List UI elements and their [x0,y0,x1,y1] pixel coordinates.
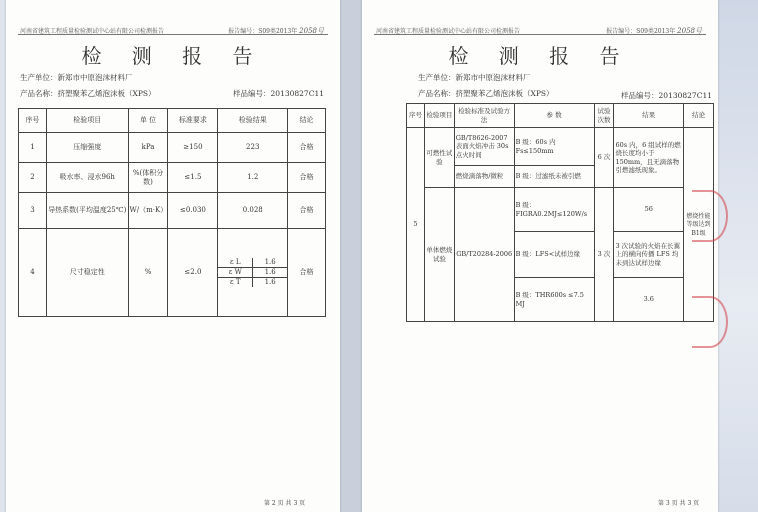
col-header: 标准要求 [168,109,218,133]
cell-conclusion: 合格 [288,163,326,193]
product-name: 产品名称：挤塑聚苯乙烯泡沫板（XPS） [418,89,554,98]
sub-label: ε T [218,277,252,286]
dimensional-stability-subtable [218,258,287,286]
sample-number: 样品编号：20130827C11 [621,91,712,100]
cell-conclusion: 合格 [288,229,326,317]
cell-parameter: B 级：LFS<试样边缘 [514,232,594,278]
cell-result: 60s 内，6 组试样的燃烧长度均小于 150mm，且无滴落物引燃滤纸现象。 [614,128,684,188]
col-header: 结论 [684,104,714,128]
red-seal-stamp [692,190,728,242]
table-row [19,163,326,193]
col-header: 结论 [288,109,326,133]
cell-item: 单体燃烧试验 [424,188,454,322]
cell-requirement: ≤2.0 [168,229,218,317]
cell-item: 导热系数(平均温度25℃) [46,193,128,229]
col-header: 序号 [19,109,47,133]
table-row [19,133,326,163]
sub-value: 1.6 [253,268,287,278]
cell-item: 吸水率、浸水96h [46,163,128,193]
page-title: 检 测 报 告 [448,44,632,68]
handwritten-number: 2058号 [677,27,702,35]
cell-result: 3.6 [614,278,684,322]
col-header: 检验项目 [424,104,454,128]
cell-parameter: B 级：FIGRA0.2MJ≤120W/s [514,188,594,232]
table-row [19,193,326,229]
cell-result: 1.2 [218,163,288,193]
page-header-report-no: 报告编号：S09类2013年 2058号 [606,27,702,35]
red-seal-stamp [692,296,728,348]
cell-no: 5 [407,128,425,322]
col-header: 结果 [614,104,684,128]
col-header: 试验次数 [594,104,614,128]
cell-conclusion: 合格 [288,193,326,229]
table-row [19,229,326,317]
cell-result: 3 次试验的火焰在长翼上的横向传播 LFS 均未到达试样边缘 [614,232,684,278]
test-results-table [18,108,326,317]
sub-label: ε L [218,258,252,267]
cell-count: 3 次 [594,188,614,322]
cell-parameter: B 级：60s 内 Fs≤150mm [514,128,594,166]
header-rule [374,34,706,35]
cell-result-sub [218,229,288,317]
table-row [407,188,714,232]
table-header-row [19,109,326,133]
cell-unit: kPa [128,133,168,163]
sub-value: 1.6 [253,258,287,267]
table-header-row [407,104,714,128]
col-header: 序号 [407,104,425,128]
combustion-test-table [406,103,714,322]
table-row [407,128,714,166]
report-page-3 [362,0,718,512]
cell-requirement: ≤1.5 [168,163,218,193]
cell-conclusion: 合格 [288,133,326,163]
col-header: 单 位 [128,109,168,133]
handwritten-number: 2058号 [299,27,324,35]
background-right [718,0,758,512]
background-gap [340,0,362,512]
col-header: 检验项目 [46,109,128,133]
manufacturer: 生产单位：新郑市中原泡沫材料厂 [418,73,531,82]
cell-parameter: B 级：过滤纸未被引燃 [514,166,594,188]
col-header: 参 数 [514,104,594,128]
cell-item: 尺寸稳定性 [46,229,128,317]
cell-no: 3 [19,193,47,229]
cell-standard: 燃烧滴落物/微粒 [454,166,514,188]
cell-result: 223 [218,133,288,163]
page-header-org: 河南省建筑工程质量检验测试中心站有限公司检测报告 [376,28,521,35]
cell-result: 56 [614,188,684,232]
sample-number: 样品编号：20130827C11 [233,89,324,98]
sub-label: ε W [218,268,252,278]
cell-item: 压缩强度 [46,133,128,163]
product-name: 产品名称：挤塑聚苯乙烯泡沫板（XPS） [20,89,156,98]
cell-unit: % [128,229,168,317]
report-page-2 [6,0,340,512]
col-header: 检验标准及试验方法 [454,104,514,128]
cell-parameter: B 级：THR600s ≤7.5 MJ [514,278,594,322]
page-header-report-no: 报告编号：S09类2013年 2058号 [228,27,324,35]
page-header-org: 河南省建筑工程质量检验测试中心站有限公司检测报告 [20,28,165,35]
cell-requirement: ≤0.030 [168,193,218,229]
page-footer: 第 2 页 共 3 页 [264,500,306,507]
conclusion-text: 燃烧性能等级达到B1级 [686,212,711,237]
page-title: 检 测 报 告 [81,44,265,68]
cell-requirement: ≥150 [168,133,218,163]
cell-unit: W/（m·K） [128,193,168,229]
cell-no: 1 [19,133,47,163]
sub-value: 1.6 [264,277,276,286]
manufacturer: 生产单位：新郑市中原泡沫材料厂 [20,73,133,82]
cell-unit: %(体积分数) [128,163,168,193]
header-rule [18,34,328,35]
cell-result: 0.028 [218,193,288,229]
cell-standard: GB/T8626-2007 表面火焰冲击 30s 点火时间 [454,128,514,166]
cell-item: 可燃性试验 [424,128,454,188]
cell-no: 4 [19,229,47,317]
col-header: 检验结果 [218,109,288,133]
page-footer: 第 3 页 共 3 页 [658,500,700,507]
cell-count: 6 次 [594,128,614,188]
cell-standard: GB/T20284-2006 [454,188,514,322]
cell-no: 2 [19,163,47,193]
